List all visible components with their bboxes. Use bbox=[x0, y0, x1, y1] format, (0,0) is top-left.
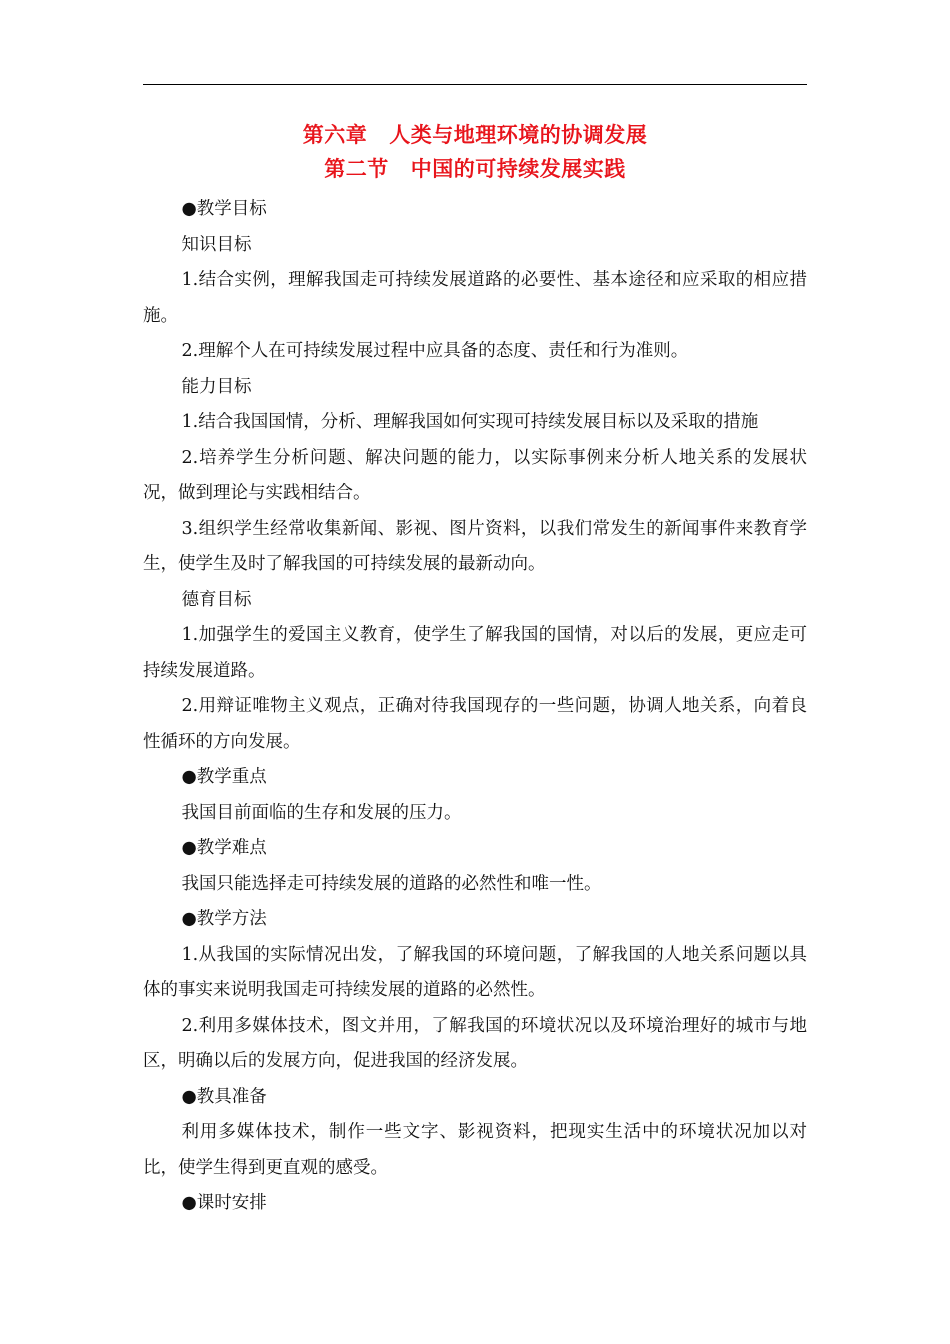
paragraph: 我国目前面临的生存和发展的压力。 bbox=[181, 802, 462, 823]
heading-teaching-methods: ●教学方法 bbox=[181, 909, 267, 929]
paragraph: 利用多媒体技术，制作一些文字、影视资料，把现实生活中的环境状况加以对比，使学生得到更直观的感受。 bbox=[143, 1122, 807, 1178]
header-rule bbox=[143, 84, 807, 85]
paragraph: 2.理解个人在可持续发展过程中应具备的态度、责任和行为准则。 bbox=[181, 341, 689, 361]
heading-teaching-aids: ●教具准备 bbox=[181, 1086, 267, 1107]
heading-teaching-goals: ●教学目标 bbox=[181, 199, 267, 219]
paragraph: 1.结合实例，理解我国走可持续发展道路的必要性、基本途径和应采取的相应措施。 bbox=[143, 270, 807, 326]
heading-difficult-points: ●教学难点 bbox=[181, 838, 267, 858]
heading-schedule: ●课时安排 bbox=[181, 1193, 267, 1213]
chapter-number: 第六章 bbox=[302, 122, 368, 147]
chapter-title bbox=[143, 118, 807, 152]
subheading-ability-goals: 能力目标 bbox=[181, 376, 252, 397]
section-name: 中国的可持续发展实践 bbox=[410, 156, 626, 181]
paragraph: 2.用辩证唯物主义观点，正确对待我国现存的一些问题，协调人地关系，向着良性循环的方向发展。 bbox=[143, 696, 807, 752]
section-title bbox=[143, 152, 807, 186]
subheading-moral-goals: 德育目标 bbox=[181, 589, 252, 610]
paragraph: 1.从我国的实际情况出发，了解我国的环境问题，了解我国的人地关系问题以具体的事实来说明我国走可持续发展的道路的必然性。 bbox=[143, 944, 807, 1000]
chapter-name: 人类与地理环境的协调发展 bbox=[389, 122, 648, 147]
paragraph: 2.培养学生分析问题、解决问题的能力，以实际事例来分析人地关系的发展状况，做到理论与实践相结合。 bbox=[143, 447, 807, 503]
paragraph: 我国只能选择走可持续发展的道路的必然性和唯一性。 bbox=[181, 873, 602, 894]
heading-key-points: ●教学重点 bbox=[181, 767, 267, 787]
paragraph: 2.利用多媒体技术，图文并用，了解我国的环境状况以及环境治理好的城市与地区，明确以后的发展方向，促进我国的经济发展。 bbox=[143, 1015, 807, 1071]
document-page bbox=[143, 118, 807, 1222]
section-number: 第二节 bbox=[324, 156, 389, 181]
paragraph: 3.组织学生经常收集新闻、影视、图片资料，以我们常发生的新闻事件来教育学生，使学生及时了解我国的可持续发展的最新动向。 bbox=[143, 518, 807, 574]
subheading-knowledge-goals: 知识目标 bbox=[181, 234, 252, 255]
document-body bbox=[143, 192, 807, 1222]
paragraph: 1.结合我国国情，分析、理解我国如何实现可持续发展目标以及采取的措施 bbox=[181, 412, 759, 432]
paragraph: 1.加强学生的爱国主义教育，使学生了解我国的国情，对以后的发展，更应走可持续发展道路。 bbox=[143, 625, 807, 681]
